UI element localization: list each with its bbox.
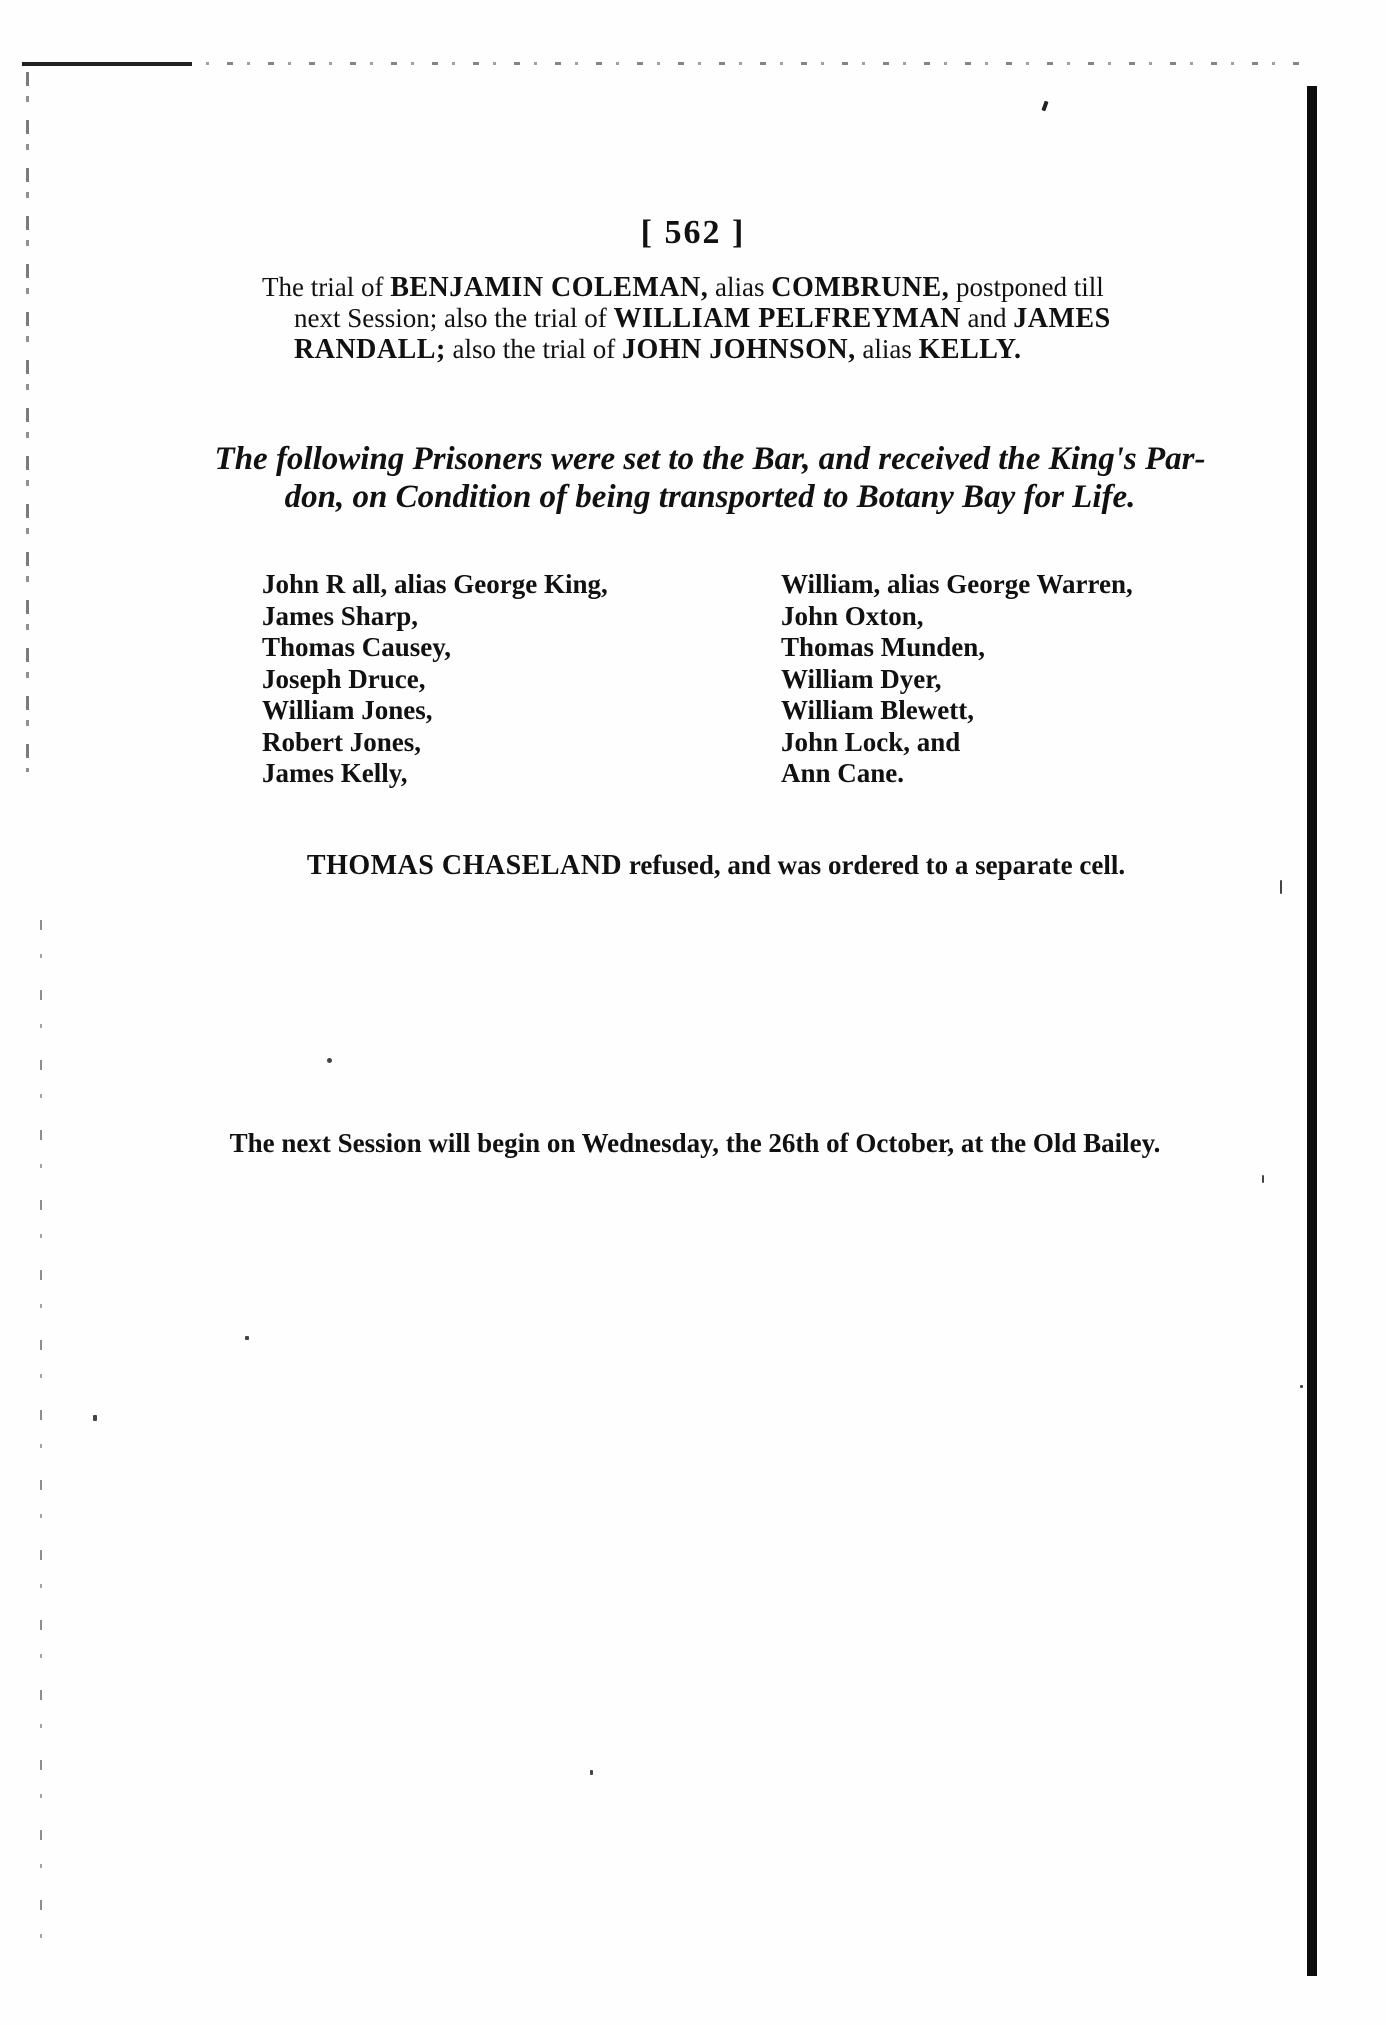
page-number: [ 562 ] (640, 214, 746, 251)
scan-edge-left (26, 72, 29, 772)
scan-speck (245, 1336, 249, 1340)
prisoner-list-right (781, 569, 1133, 790)
trial-text: and (960, 303, 1014, 333)
list-item: William Dyer, (781, 663, 942, 694)
list-item: James Sharp, (262, 600, 419, 631)
list-item: Joseph Druce, (262, 663, 426, 694)
scan-speck (327, 1058, 332, 1063)
refusal-text: refused, and was ordered to a separate cell. (622, 850, 1126, 880)
list-item: John Lock, and (781, 726, 961, 757)
prisoner-name: BENJAMIN COLEMAN, (390, 272, 709, 303)
trial-text: alias (855, 334, 919, 364)
trial-text: alias (708, 272, 772, 302)
pardon-heading-line: The following Prisoners were set to the Bar, and received the King's Par- (214, 441, 1206, 477)
scan-edge-top-mark (22, 62, 192, 66)
scan-speck (93, 1415, 97, 1421)
list-item: William Blewett, (781, 695, 974, 725)
prisoner-name: JAMES (1013, 303, 1111, 334)
prisoner-name: KELLY. (918, 334, 1022, 365)
pardon-heading-line: don, on Condition of being transported to Botany Bay for Life. (284, 479, 1136, 515)
trial-line (262, 272, 1222, 303)
prisoner-name: JOHN JOHNSON, (621, 334, 856, 365)
list-item: John Oxton, (781, 600, 924, 631)
scan-speck (590, 1770, 593, 1775)
next-session-notice: The next Session will begin on Wednesday, the 26th of October, at the Old Bailey. (229, 1128, 1161, 1158)
postponed-trials-paragraph (262, 272, 1222, 365)
scan-edge-right (1307, 86, 1317, 1976)
list-item: Ann Cane. (781, 758, 905, 788)
scan-speck (1280, 880, 1282, 894)
list-item: John R all, alias George King, (262, 569, 608, 599)
scan-speck (1262, 1175, 1264, 1183)
trial-text: The trial of (262, 272, 391, 302)
list-item: Robert Jones, (262, 726, 421, 757)
list-item: William Jones, (262, 695, 433, 725)
prisoner-list-left (262, 569, 608, 790)
scan-edge-top (22, 62, 1302, 65)
list-item: Thomas Munden, (781, 632, 986, 662)
list-item: Thomas Causey, (262, 632, 452, 662)
prisoner-name: COMBRUNE, (771, 272, 950, 303)
list-item: James Kelly, (262, 758, 408, 788)
trial-text: postponed till (949, 272, 1104, 302)
trial-line (262, 303, 1222, 334)
list-item: William, alias George Warren, (781, 569, 1133, 599)
scan-speck (1300, 1385, 1303, 1388)
trial-text: also the trial of (445, 334, 622, 364)
prisoner-name: THOMAS CHASELAND (306, 850, 623, 881)
refusal-statement (0, 850, 1386, 882)
prisoner-name: RANDALL; (294, 334, 446, 365)
trial-line (262, 334, 1222, 365)
scan-edge-left-lower (40, 920, 42, 1970)
trial-text: next Session; also the trial of (294, 303, 614, 333)
pardon-heading (195, 440, 1225, 516)
prisoner-name: WILLIAM PELFREYMAN (613, 303, 961, 334)
scan-speck (1041, 101, 1048, 112)
